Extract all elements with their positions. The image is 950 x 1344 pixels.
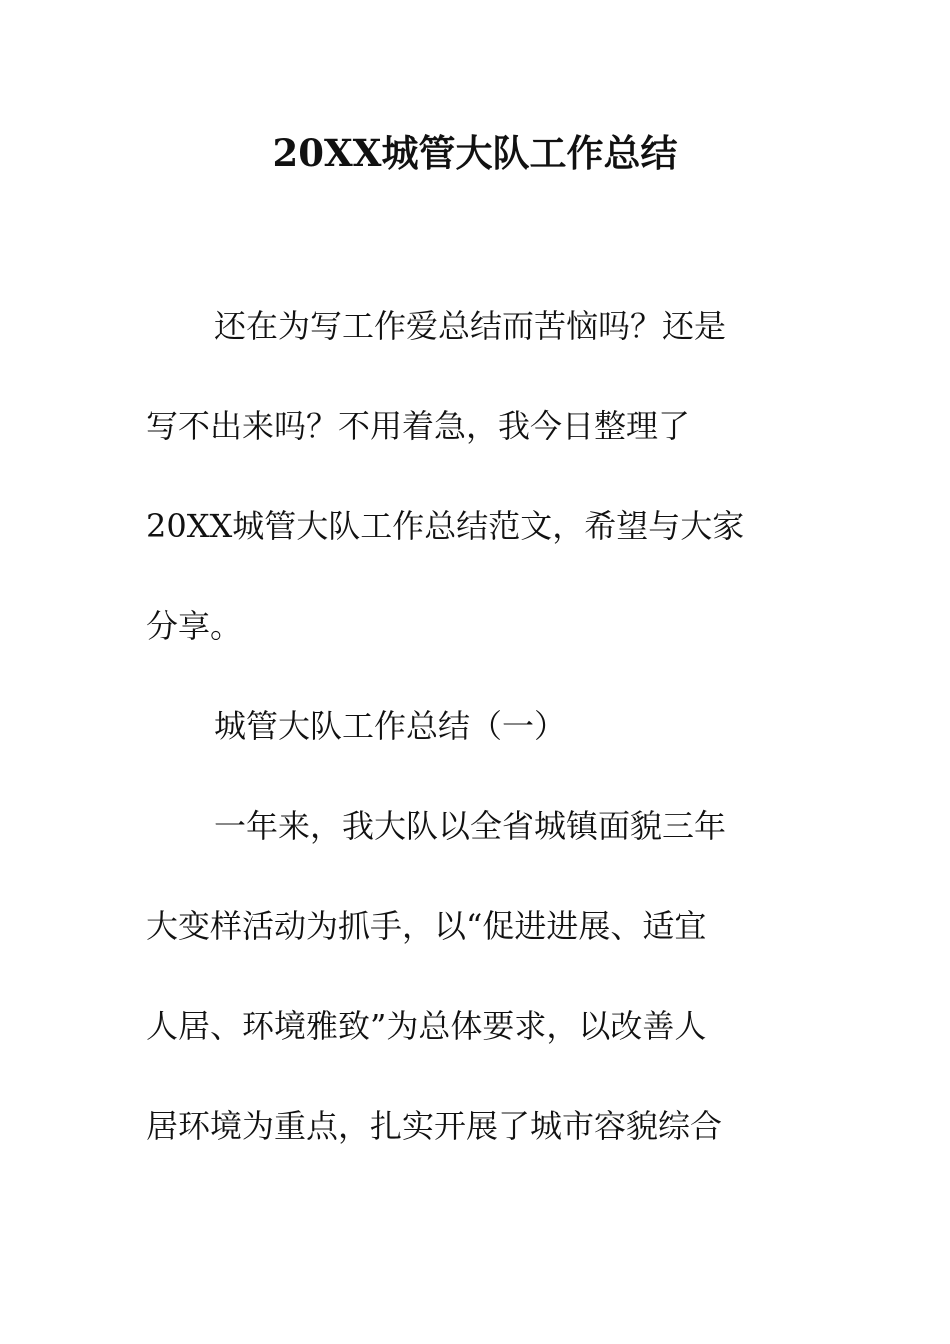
paragraph-2-line-4: 居环境为重点，扎实开展了城市容貌综合 [146,1107,723,1145]
paragraph-1-line-2: 写不出来吗？不用着急，我今日整理了 [146,407,691,445]
paragraph-2-line-2: 大变样活动为抓手，以“促进进展、适宜 [146,907,707,945]
paragraph-2-line-3: 人居、环境雅致”为总体要求，以改善人 [146,1007,707,1045]
paragraph-1-line-1: 还在为写工作爱总结而苦恼吗？还是 [214,307,727,345]
section-heading: 城管大队工作总结（一） [214,707,567,745]
paragraph-2-line-1: 一年来，我大队以全省城镇面貌三年 [214,807,727,845]
document-title: 20XX城管大队工作总结 [272,131,678,175]
paragraph-1-line-3: 20XX城管大队工作总结范文，希望与大家 [146,507,745,545]
paragraph-1-line-4: 分享。 [146,607,243,645]
